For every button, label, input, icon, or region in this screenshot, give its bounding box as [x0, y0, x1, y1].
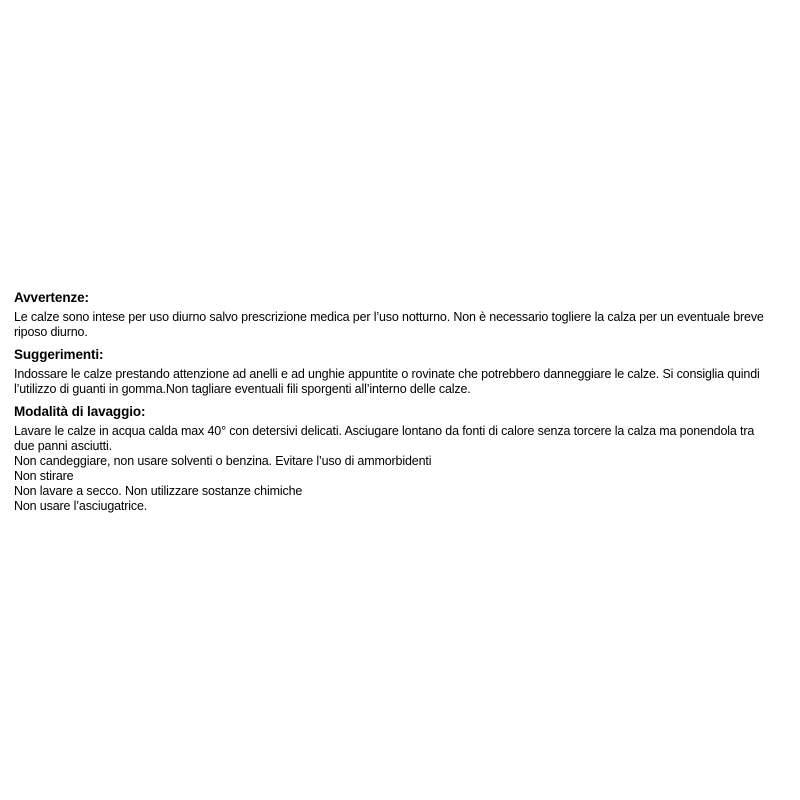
section-heading-modalita-di-lavaggio: Modalità di lavaggio:	[14, 404, 146, 419]
section-modalita-di-lavaggio	[14, 404, 792, 514]
text-line: Le calze sono intese per uso diurno salvo prescrizione medica per l’uso notturno. Non è necessario togliere la calza per un eventuale breve	[14, 310, 764, 324]
section-suggerimenti	[14, 347, 792, 397]
text-line: Indossare le calze prestando attenzione ad anelli e ad unghie appuntite o rovinate che potrebbero danneggiare le calze. Si consiglia quindi	[14, 367, 760, 381]
section-heading-suggerimenti: Suggerimenti:	[14, 347, 104, 362]
text-line: l’utilizzo di guanti in gomma.Non tagliare eventuali fili sporgenti all’interno delle calze.	[14, 382, 471, 396]
text-line: Lavare le calze in acqua calda max 40° con detersivi delicati. Asciugare lontano da fonti di calore senza torcere la calza ma ponendola tra	[14, 424, 755, 438]
section-heading-avvertenze: Avvertenze:	[14, 290, 89, 305]
text-line: Non candeggiare, non usare solventi o benzina. Evitare l’uso di ammorbidenti	[14, 454, 432, 468]
care-instructions-text-block	[14, 290, 792, 514]
text-line: Non lavare a secco. Non utilizzare sostanze chimiche	[14, 484, 303, 498]
text-line: Non usare l’asciugatrice.	[14, 499, 148, 513]
section-avvertenze	[14, 290, 792, 340]
text-line: Non stirare	[14, 469, 74, 483]
text-line: due panni asciutti.	[14, 439, 112, 453]
text-line: riposo diurno.	[14, 325, 88, 339]
